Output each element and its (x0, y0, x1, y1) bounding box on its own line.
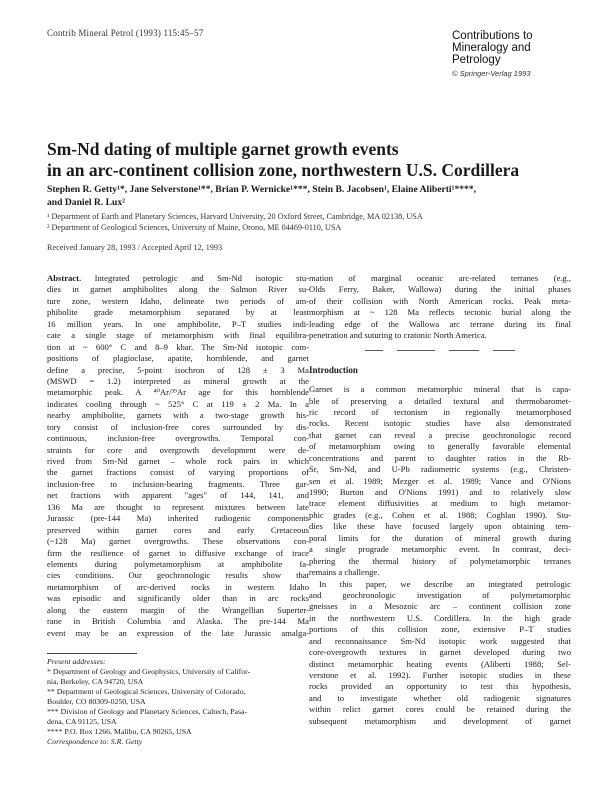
journal-name-line: Mineralogy and (452, 42, 531, 54)
text-line (309, 624, 571, 635)
text-line (309, 273, 571, 284)
line-text: concentrations and parent to daughter ratios in the Rb- (309, 452, 571, 463)
text-line (47, 433, 309, 444)
running-head: Contrib Mineral Petrol (1993) 115:45–57 (47, 28, 204, 38)
line-text: rocks. Recent isotopic studies have also demonstrated (309, 418, 571, 429)
text-line (47, 399, 309, 410)
line-text: phibolite grade metamorphism separated by at least (47, 307, 309, 318)
text-line (47, 307, 309, 318)
line-text: cate a single stage of metamorphism with final equilibra- (47, 330, 309, 341)
text-line (47, 365, 309, 376)
text-line (47, 284, 309, 295)
line-text: morphism at ~ 128 Ma reflects tectonic burial along the (309, 307, 571, 318)
line-text: continuous, inclusion-free overgrowths. Temporal con- (47, 433, 309, 444)
text-line (309, 453, 571, 464)
footnote-line: dena, CA 91125, USA (47, 717, 117, 726)
received-dates: Received January 28, 1993 / Accepted April 12, 1993 (47, 243, 223, 252)
line-text: phering the thermal history of polymetamorphic terranes (309, 555, 571, 566)
text-line (309, 307, 571, 318)
line-text: (~128 Ma) garnet overgrowths. These observations con- (47, 536, 309, 547)
abstract (47, 273, 309, 639)
affiliation: ¹ Department of Earth and Planetary Sciences, Harvard University, 20 Oxford Street, Cambridge, MA 02138, USA (47, 212, 423, 221)
footnote-line: ** Department of Geological Sciences, University of Colorado, (47, 687, 246, 696)
text-line (47, 570, 309, 581)
line-text: straints for core and overgrowth development were de- (47, 444, 309, 455)
line-text: and geochronologic investigation of polymetamorphic (309, 589, 571, 600)
text-line (309, 407, 571, 418)
affiliations (47, 212, 567, 233)
text-line (309, 284, 571, 295)
line-text: (MSWD = 1.2) interpreted as mineral growth at the (47, 375, 309, 386)
text-line (47, 410, 309, 421)
line-text: elements during polymetamorphism at amphibolite fa- (47, 558, 309, 569)
text-line (309, 716, 571, 727)
footnote-lines (47, 667, 309, 737)
line-text: of metamorphism owing to generally favorable elemental (309, 441, 571, 452)
abstract-label: Abstract. (47, 273, 82, 283)
line-text: metamorphism of arc-derived rocks in western Idaho (47, 581, 309, 592)
line-text: dies like these have focused largely upon obtaining tem- (309, 521, 571, 532)
left-column (47, 273, 309, 639)
text-line (309, 510, 571, 521)
line-text: Olds Ferry, Baker, Wallowa) during the initial phases (309, 284, 571, 295)
text-line (309, 487, 571, 498)
line-text: of their collision with North American rocks. Peak meta- (309, 295, 571, 306)
text-line (47, 445, 309, 456)
line-text: sen et al. 1989; Mezger et al. 1989; Vance and O'Nions (309, 475, 571, 486)
line-text: 1990; Burton and O'Nions 1991) and to relatively slow (309, 487, 571, 498)
line-text: remains a challenge. (309, 567, 380, 578)
text-line (47, 456, 309, 467)
line-text: event may be an expression of the late Jurassic amalga- (47, 627, 309, 638)
text-line (47, 513, 309, 524)
text-line (47, 628, 309, 639)
line-text: portions of this collision zone, extensive P–T studies (309, 624, 571, 635)
journal-name-line: Petrology (452, 54, 501, 66)
text-line (309, 330, 571, 341)
correspondence-note: Correspondence to: S.R. Getty (47, 737, 143, 746)
line-text: core-overgrowth textures in garnet developed during two (309, 647, 571, 658)
line-text: ture zone, western Idaho, delineate two periods of am- (47, 295, 309, 306)
footnote-divider (47, 653, 137, 654)
authors-line: Stephen R. Getty¹*, Jane Selverstone¹**, Brian P. Wernicke¹***, Stein B. Jacobsen¹, Elaine Aliberti¹****, (47, 184, 477, 195)
text-line (47, 342, 309, 353)
line-text: Integrated petrologic and Sm-Nd isotopic stu- (81, 273, 309, 283)
line-text: indicates cooling through ~ 525° C at 119 ± 2 Ma. In a (47, 398, 309, 409)
text-line (309, 579, 571, 590)
text-line (309, 498, 571, 509)
text-line (47, 582, 309, 593)
footnote-line: **** P.O. Box 1266, Malibu, CA 90265, USA (47, 727, 192, 736)
text-line (47, 616, 309, 627)
text-line (47, 525, 309, 536)
text-line (309, 521, 571, 532)
text-line (47, 273, 309, 284)
line-text: Sr, Sm-Nd, and U-Pb radiometric systems (e.g., Christen- (309, 464, 571, 475)
line-text: the garnet fractions consist of varying proportions of (47, 467, 309, 478)
text-line (309, 601, 571, 612)
text-line (309, 681, 571, 692)
text-line (47, 422, 309, 433)
line-text: ble of preserving a detailed textural and thermobaromet- (309, 395, 571, 406)
line-text: 16 million years. In one amphibolite, P–T studies indi- (47, 318, 309, 329)
line-text: inclusion-free to inclusion-bearing fragments. Three gar- (47, 478, 309, 489)
line-text: metamorphic peak. A ⁴⁰Ar/³⁹Ar age for this hornblende (47, 387, 309, 398)
line-text: mation of marginal oceanic arc-related terranes (e.g., (309, 273, 571, 283)
text-line (47, 490, 309, 501)
line-text: in the northwestern U.S. Cordillera. In the high grade (309, 612, 571, 623)
text-line (309, 544, 571, 555)
text-line (47, 559, 309, 570)
line-text: poral limits for the duration of mineral growth during (309, 532, 571, 543)
authors-line: and Daniel R. Lux² (47, 196, 126, 208)
publisher-note: © Springer-Verlag 1993 (452, 69, 531, 78)
line-text: and to investigate whether old radiogenic signatures (309, 692, 571, 703)
text-line (309, 693, 571, 704)
right-column (309, 273, 571, 727)
footnote-line: nia, Berkeley, CA 94720, USA (47, 677, 144, 686)
line-text: a single prograde metamorphic event. In contrast, deci- (309, 544, 571, 555)
text-line (309, 567, 571, 578)
line-text: along the eastern margin of the Wrangellian Superter- (47, 604, 309, 615)
journal-name-line: Contributions to (452, 30, 533, 42)
article-title (47, 139, 567, 181)
text-line (309, 613, 571, 624)
text-line (47, 330, 309, 341)
text-line (309, 441, 571, 452)
text-line (309, 670, 571, 681)
line-text: tory consist of inclusion-free cores surrounded by dis- (47, 421, 309, 432)
section-heading-introduction: Introduction (309, 364, 358, 375)
footnote-line: * Department of Geology and Geophysics, University of Califor- (47, 667, 251, 676)
introduction-paragraph-2 (309, 579, 571, 728)
text-line (47, 593, 309, 604)
footnotes (47, 657, 309, 747)
line-text: within relict garnet cores could be retained during the (309, 704, 571, 715)
text-line (47, 376, 309, 387)
text-line (309, 296, 571, 307)
line-text: subsequent metamorphism and development of garnet (309, 715, 571, 726)
line-text: cies conditions. Our geochronologic results show that (47, 570, 309, 581)
text-line (47, 353, 309, 364)
abstract-continued (309, 273, 571, 342)
text-line (309, 659, 571, 670)
introduction-paragraph-1 (309, 384, 571, 578)
title-line: in an arc-continent collision zone, northwestern U.S. Cordillera (47, 160, 520, 180)
text-line (309, 396, 571, 407)
author-list (47, 184, 567, 209)
line-text: distinct metamorphic heating events (Aliberti 1988; Sel- (309, 658, 571, 669)
line-text: Jurassic (pre-144 Ma) inherited radiogenic components (47, 513, 309, 524)
line-text: dies in garnet amphibolites along the Salmon River su- (47, 284, 309, 295)
line-text: rocks provided an opportunity to test this hypothesis, (309, 681, 571, 692)
line-text: phic grades (e.g., Cohen et al. 1988; Coghlan 1990). Stu- (309, 509, 571, 520)
text-line (309, 636, 571, 647)
journal-block (452, 30, 582, 78)
text-line (47, 502, 309, 513)
line-text: firm the resilience of garnet to diffusive exchange of trace (47, 547, 309, 558)
line-text: nearby amphibolite, garnets with a two-stage growth his- (47, 410, 309, 421)
text-line (309, 590, 571, 601)
line-text: was episodic and significantly older than in arc rocks (47, 593, 309, 604)
text-line (309, 556, 571, 567)
line-text: rane in British Columbia and Alaska. The pre-144 Ma (47, 616, 309, 627)
line-text: preserved within garnet cores and early Cretaceous (47, 524, 309, 535)
line-text: that garnet can reveal a precise geochronologic record (309, 429, 571, 440)
text-line (309, 430, 571, 441)
line-text: rived from Sm-Nd garnet – whole rock pairs in which (47, 456, 309, 466)
text-line (47, 296, 309, 307)
line-text: 136 Ma are thought to represent mixtures between late (47, 501, 309, 512)
section-separator (309, 346, 571, 356)
line-text: tion at ~ 600° C and 8–9 kbar. The Sm-Nd isotopic com- (47, 341, 309, 352)
text-line (309, 476, 571, 487)
line-text: Garnet is a common metamorphic mineral that is capa- (309, 384, 571, 395)
footnote-line: *** Division of Geology and Planetary Sciences, Caltech, Pasa- (47, 707, 248, 716)
footnote-heading: Present addresses: (47, 657, 106, 666)
text-line (47, 605, 309, 616)
line-text: trace element diffusivities at medium to high metamor- (309, 498, 571, 509)
text-line (309, 464, 571, 475)
title-line: Sm-Nd dating of multiple garnet growth events (47, 139, 399, 159)
affiliation: ² Department of Geological Sciences, University of Maine, Orono, ME 04469-0110, USA (47, 222, 342, 232)
text-line (47, 319, 309, 330)
text-line (47, 548, 309, 559)
text-line (309, 418, 571, 429)
line-text: positions of plagioclase, apatite, hornblende, and garnet (47, 353, 309, 364)
line-text: gneisses in a Mesozoic arc – continent collision zone (309, 601, 571, 612)
line-text: verstone et al. 1992). Further isotopic studies in these (309, 670, 571, 681)
text-line (309, 647, 571, 658)
text-line (309, 319, 571, 330)
line-text: define a precise, 5-point isochron of 128 ± 3 Ma (47, 364, 309, 375)
line-text: penetration and suturing to cratonic North America. (309, 330, 487, 341)
text-line (47, 536, 309, 547)
text-line (309, 533, 571, 544)
text-line (47, 467, 309, 478)
line-text: and reconnaissance Sm-Nd isotopic work suggested that (309, 635, 571, 646)
text-line (47, 479, 309, 490)
line-text: In this paper, we describe an integrated petrologic (319, 578, 571, 589)
line-text: net fractions with apparent "ages" of 144, 141, and (47, 490, 309, 501)
text-line (309, 384, 571, 395)
text-line (309, 704, 571, 715)
text-line (47, 387, 309, 398)
footnote-line: Boulder, CO 80309-0250, USA (47, 697, 146, 706)
line-text: leading edge of the Wallowa arc terrane during its final (309, 318, 571, 329)
line-text: ric record of tectonism in regionally metamorphosed (309, 406, 571, 417)
